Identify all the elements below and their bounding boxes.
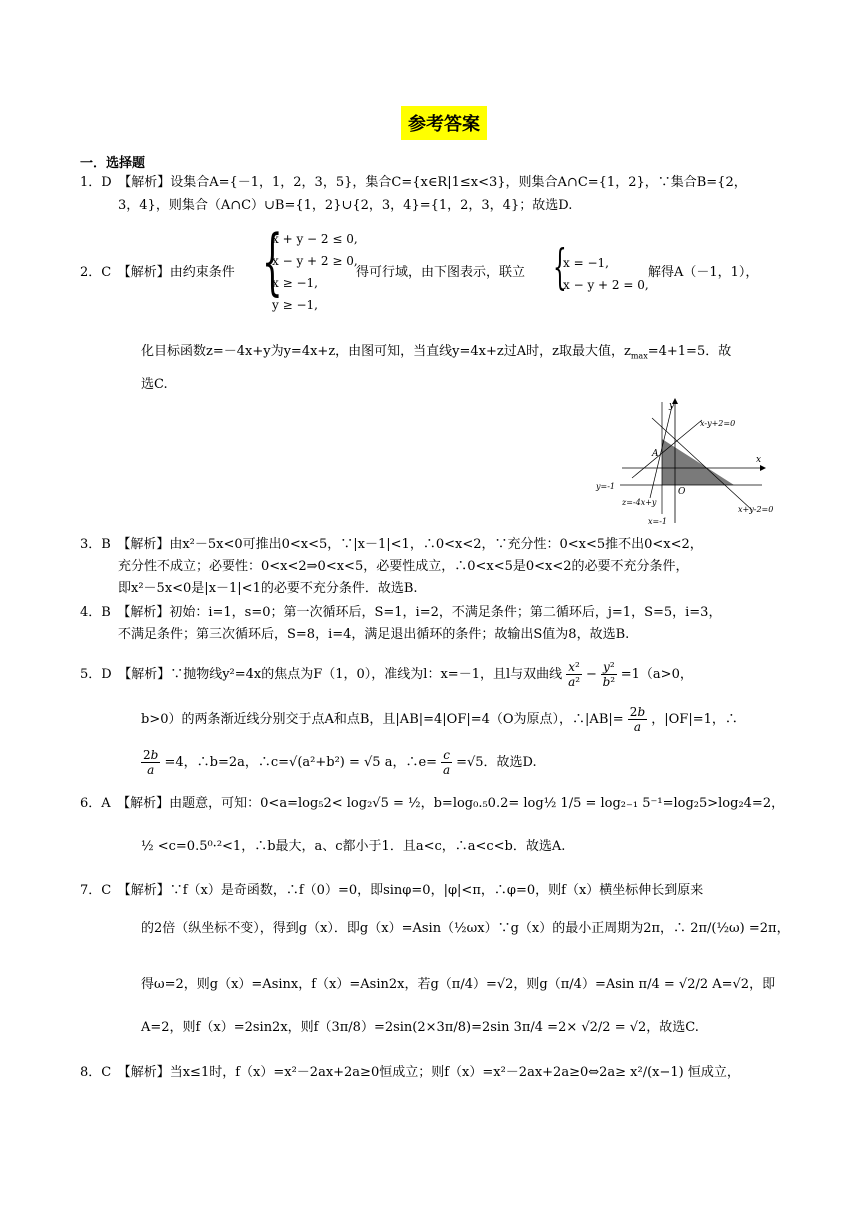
q1-line2: 3，4}，则集合（A∩C）∪B={1，2}∪{2，3，4}={1，2，3，4}；故选D. <box>118 198 573 213</box>
label-A: A <box>652 449 659 459</box>
q6-line2: ½ <c=0.5⁰·²<1，∴b最大，a、c都小于1．且a<c，∴a<c<b．故选A. <box>141 839 566 854</box>
q4-line2: 不满足条件；第三次循环后，S=8，i=4，满足退出循环的条件；故输出S值为8，故选B. <box>118 627 630 642</box>
q2-line3: 选C. <box>141 377 168 392</box>
q7-line1: 7．C 【解析】∵f（x）是奇函数，∴f（0）=0，即sinφ=0，|φ|<π，∴φ=0，则f（x）横坐标伸长到原来 <box>80 883 704 898</box>
q5-line3: $\frac{2b}{a}$ =4，∴b=2a，∴c=√(a²+b²) = √5 a，∴e= $\frac{c}{a}$ =√5．故选D. <box>143 748 537 777</box>
q2-conditions <box>272 228 358 316</box>
q7-line2: 的2倍（纵坐标不变），得到g（x）．即g（x）=Asin（½ωx）∵g（x）的最小正周期为2π，∴ 2π/(½ω) =2π， <box>141 921 790 936</box>
q2-cond-3: x ≥ −1, <box>272 276 318 290</box>
q2-cond-1: x + y − 2 ≤ 0, <box>272 232 358 246</box>
q2-line2: 化目标函数z=－4x+y为y=4x+z，由图可知，当直线y=4x+z过A时，z取最大值，$z_{max}=4+1=5$．故 <box>141 344 732 361</box>
q3-line2: 充分性不成立；必要性：0<x<2⇒0<x<5，必要性成立，∴0<x<5是0<x<2的必要不充分条件， <box>118 559 689 574</box>
q2-prefix: 2．C 【解析】由约束条件 <box>80 265 235 280</box>
q2-sys-brace: { <box>553 239 567 295</box>
q2-system <box>563 252 649 296</box>
label-O: O <box>678 487 686 497</box>
q4-line1: 4．B 【解析】初始：i=1，s=0；第一次循环后，S=1，i=2，不满足条件；第二循环后，j=1，S=5，i=3， <box>80 605 722 620</box>
q2-mid: 得可行域，由下图表示，联立 <box>356 265 526 280</box>
x-axis-arrow-icon <box>760 465 766 471</box>
q3-line3: 即x²－5x<0是|x－1|<1的必要不充分条件．故选B. <box>118 581 418 596</box>
label-objective: z=-4x+y <box>622 498 657 507</box>
label-y-neg1: y=-1 <box>596 482 616 491</box>
q1-line1: 1．D 【解析】设集合A={－1，1，2，3，5}，集合C={x∈R|1≤x<3}，则集合A∩C={1，2}，∵集合B={2， <box>80 175 747 190</box>
q2-sys-2: x − y + 2 = 0, <box>563 278 649 292</box>
q5-line1: 5．D 【解析】∵抛物线y²=4x的焦点为F（1，0），准线为l：x=－1，且l与双曲线 $\frac{\text{x²}}{\text{a²}}$ − $\frac{\text{y²}}{\text{b²}}$ =1（a>0， <box>80 660 693 689</box>
q7-line3: 得ω=2，则g（x）=Asinx，f（x）=Asin2x，若g（π/4）=√2，则g（π/4）=Asin π/4 = √2/2 A=√2，即 <box>141 977 776 992</box>
label-x-neg1: x=-1 <box>648 517 668 526</box>
feasible-region-graph <box>592 398 782 526</box>
page-title: 参考答案 <box>401 106 487 140</box>
q2-cond-4: y ≥ −1, <box>272 298 318 312</box>
q2-sys-1: x = −1, <box>563 256 609 270</box>
label-x-y-2: x-y+2=0 <box>700 419 736 428</box>
label-x: x <box>756 455 762 465</box>
q3-line1: 3．B 【解析】由x²－5x<0可推出0<x<5，∵|x－1|<1，∴0<x<2，∵充分性：0<x<5推不出0<x<2， <box>80 537 703 552</box>
feasible-region <box>662 439 734 485</box>
q8-line1: 8．C 【解析】当x≤1时，f（x）=x²－2ax+2a≥0恒成立；则f（x）=x²－2ax+2a≥0⇔2a≥ x²/(x−1) 恒成立， <box>80 1065 740 1080</box>
q5-line2: b>0）的两条渐近线分别交于点A和点B，且|AB|=4|OF|=4（O为原点），∴|AB|= $\frac{2b}{a}$ ，|OF|=1，∴ <box>141 705 738 734</box>
section-heading: 一．选择题 <box>80 156 146 171</box>
q6-line1: 6．A 【解析】由题意，可知：0<a=log₅2< log₂√5 = ½，b=log₀.₅0.2= log½ 1/5 = log₂₋₁ 5⁻¹=log₂5>log₂4=2， <box>80 796 785 811</box>
label-x-plus-y-2: x+y-2=0 <box>738 505 774 514</box>
q7-line4: A=2，则f（x）=2sin2x，则f（3π/8）=2sin(2×3π/8)=2sin 3π/4 =2× √2/2 = √2，故选C. <box>141 1020 699 1035</box>
q2-cond-2: x − y + 2 ≥ 0, <box>272 254 358 268</box>
label-y: y <box>669 401 675 411</box>
q2-cond-brace: { <box>262 219 283 303</box>
q2-end: 解得A（－1，1）， <box>648 265 759 280</box>
